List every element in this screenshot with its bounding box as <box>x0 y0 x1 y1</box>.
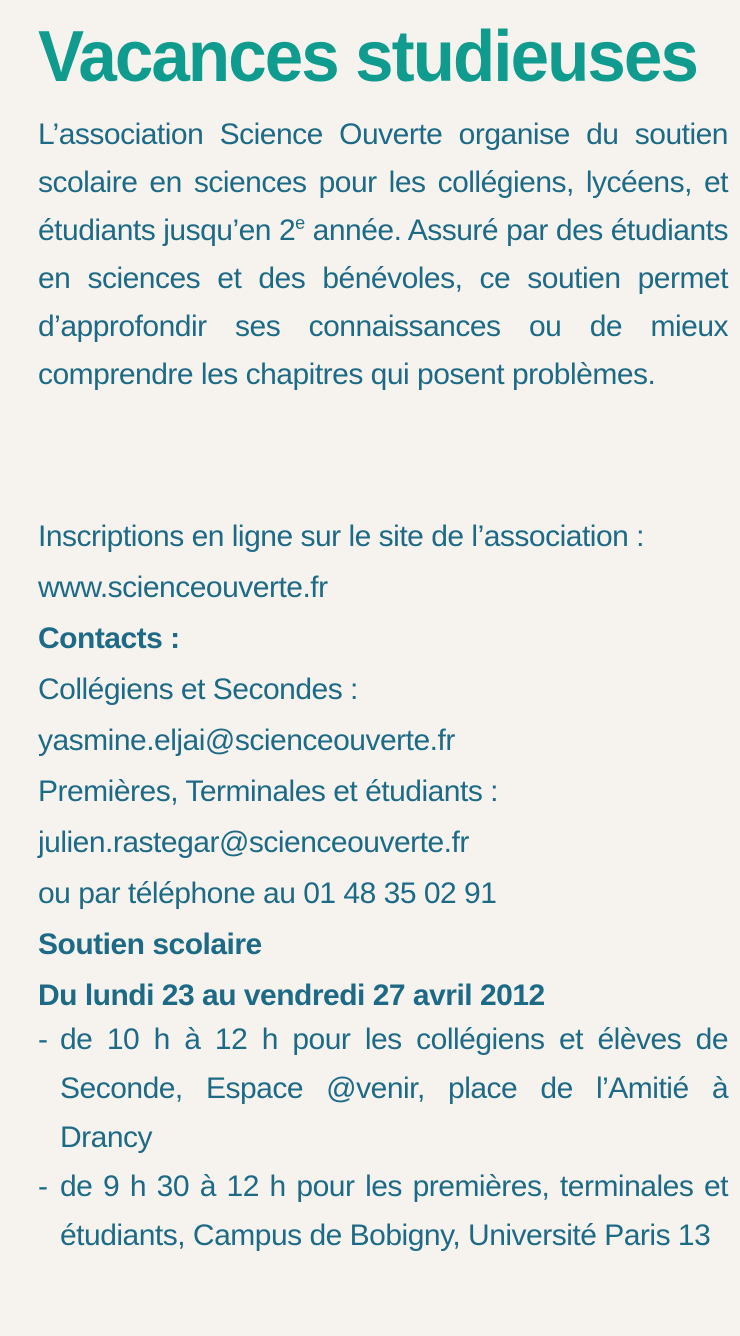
lycee-contact-email[interactable]: julien.rastegar@scienceouverte.fr <box>38 826 469 859</box>
schedule-item-college: de 10 h à 12 h pour les collégiens et élèves de Seconde, Espace @venir, place de l’Amitié à Drancy <box>60 1023 728 1154</box>
website-link[interactable]: www.scienceouverte.fr <box>38 571 328 604</box>
intro-superscript: e <box>295 213 305 233</box>
info-block <box>38 511 738 1021</box>
phone-contact: ou par téléphone au 01 48 35 02 91 <box>38 877 497 910</box>
intro-text-end: année. Assuré par des étudiants en sciences et des bénévoles, ce soutien permet d’approfondir ses connaissances ou de mieux comprendre les chapitres qui posent problèmes. <box>38 214 728 391</box>
article-title: Vacances studieuses <box>38 17 697 97</box>
inscriptions-label: Inscriptions en ligne sur le site de l’association : <box>38 520 644 553</box>
soutien-dates: Du lundi 23 au vendredi 27 avril 2012 <box>38 979 545 1012</box>
college-contact-label: Collégiens et Secondes : <box>38 673 358 706</box>
intro-paragraph <box>38 111 728 399</box>
bullet-dash: - <box>38 1023 48 1056</box>
soutien-heading: Soutien scolaire <box>38 928 262 961</box>
contacts-heading: Contacts : <box>38 622 180 655</box>
list-item <box>38 1162 728 1260</box>
lycee-contact-label: Premières, Terminales et étudiants : <box>38 775 498 808</box>
college-contact-email[interactable]: yasmine.eljai@scienceouverte.fr <box>38 724 455 757</box>
intro-text-start: L’association Science Ouverte organise du soutien scolaire en sciences pour les collégiens, lycéens, et étudiants jusqu’en 2 <box>38 118 728 247</box>
schedule-list <box>38 1015 728 1260</box>
schedule-item-lycee: de 9 h 30 à 12 h pour les premières, terminales et étudiants, Campus de Bobigny, Université Paris 13 <box>60 1170 728 1252</box>
bullet-dash: - <box>38 1170 48 1203</box>
list-item <box>38 1015 728 1162</box>
